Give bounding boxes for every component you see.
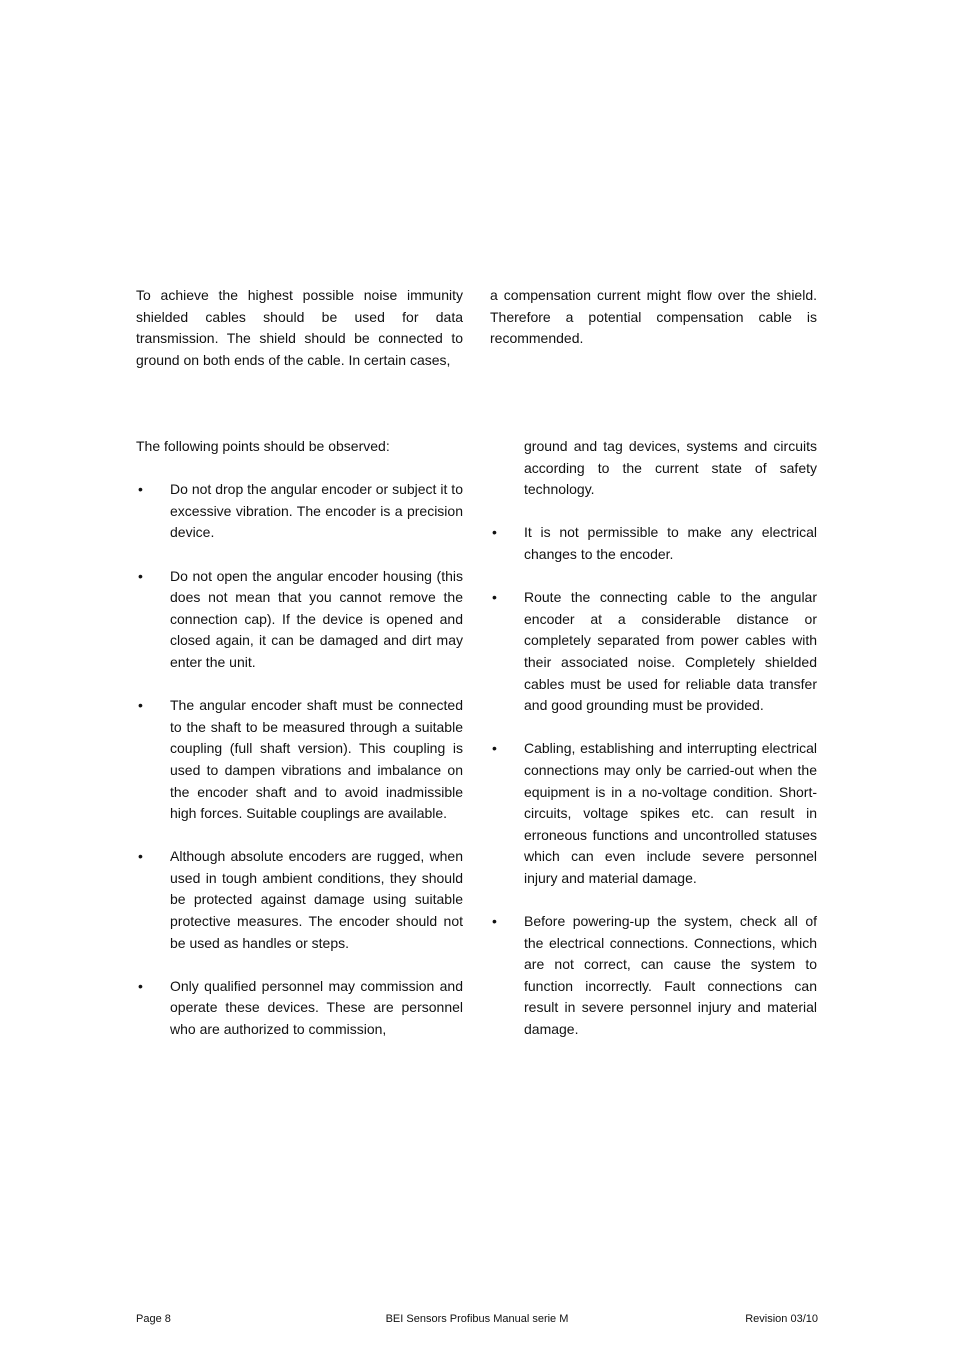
shielding-text-col2 bbox=[490, 285, 817, 350]
bullet-icon: • bbox=[138, 697, 143, 714]
bullet-icon: • bbox=[492, 524, 497, 541]
bullet-icon: • bbox=[138, 567, 143, 584]
precaution-item bbox=[490, 911, 817, 1041]
precaution-item bbox=[490, 587, 817, 717]
bullet-icon: • bbox=[492, 589, 497, 606]
precaution-item bbox=[136, 695, 463, 825]
precaution-item bbox=[136, 976, 463, 1041]
precautions-right-column bbox=[490, 436, 817, 1041]
precaution-item bbox=[136, 566, 463, 674]
precaution-text: Although absolute encoders are rugged, when used in tough ambient conditions, they should be protected against damage using suitable protective measures. The encoder should not be used as handles or steps. bbox=[170, 848, 463, 951]
footer-page-number: Page 8 bbox=[136, 1313, 171, 1325]
shielding-text-col1 bbox=[136, 285, 463, 371]
precaution-text: Do not open the angular encoder housing (this does not mean that you cannot remove the connection cap). If the device is opened and closed again, it can be damaged and dirt may enter the unit. bbox=[170, 567, 463, 670]
precaution-item bbox=[136, 846, 463, 954]
precaution-text: Do not drop the angular encoder or subject it to excessive vibration. The encoder is a precision device. bbox=[170, 481, 463, 541]
precaution-text: Before powering-up the system, check all of the electrical connections. Connections, which are not correct, can cause the system to function incorrectly. Fault connections can result in severe personnel injury and material damage. bbox=[524, 913, 817, 1038]
footer-revision: Revision 03/10 bbox=[745, 1313, 818, 1325]
bullet-icon: • bbox=[138, 977, 143, 994]
bullet-icon: • bbox=[138, 481, 143, 498]
precautions-left-column bbox=[136, 436, 463, 1041]
precaution-item bbox=[136, 479, 463, 544]
bullet-icon: • bbox=[492, 740, 497, 757]
precaution-text: Only qualified personnel may commission and operate these devices. These are personnel who are authorized to commission, bbox=[170, 977, 463, 1038]
shielding-paragraph-part2: a compensation current might flow over the shield. Therefore a potential compensation cable is recommended. bbox=[490, 287, 817, 347]
precaution-text: The angular encoder shaft must be connected to the shaft to be measured through a suitable coupling (full shaft version). This coupling is used to dampen vibrations and imbalance on the encoder shaft and to avoid inadmissible high forces. Suitable couplings are available. bbox=[170, 697, 463, 822]
precaution-text: Cabling, establishing and interrupting electrical connections may only be carried-out when the equipment is in a no-voltage condition. Short-circuits, voltage spikes etc. can result in erroneous functions and uncontrolled statuses which can even include severe personnel injury and material damage. bbox=[524, 740, 817, 886]
precaution-continuation: ground and tag devices, systems and circuits according to the current state of safety technology. bbox=[524, 438, 817, 498]
precautions-intro: The following points should be observed: bbox=[136, 438, 390, 454]
precaution-text: Route the connecting cable to the angular encoder at a considerable distance or completely separated from power cables with their associated noise. Completely shielded cables must be used for reliable data transfer and good grounding must be provided. bbox=[524, 589, 817, 714]
bullet-icon: • bbox=[138, 848, 143, 865]
precaution-item bbox=[490, 522, 817, 565]
precaution-text: It is not permissible to make any electrical changes to the encoder. bbox=[524, 524, 817, 562]
precaution-item bbox=[490, 738, 817, 889]
bullet-icon: • bbox=[492, 913, 497, 930]
shielding-paragraph-part1: To achieve the highest possible noise immunity shielded cables should be used for data transmission. The shield should be connected to ground on both ends of the cable. In certain cases, bbox=[136, 287, 463, 368]
page-footer bbox=[136, 1311, 818, 1327]
footer-document-title: BEI Sensors Profibus Manual serie M bbox=[385, 1313, 569, 1325]
